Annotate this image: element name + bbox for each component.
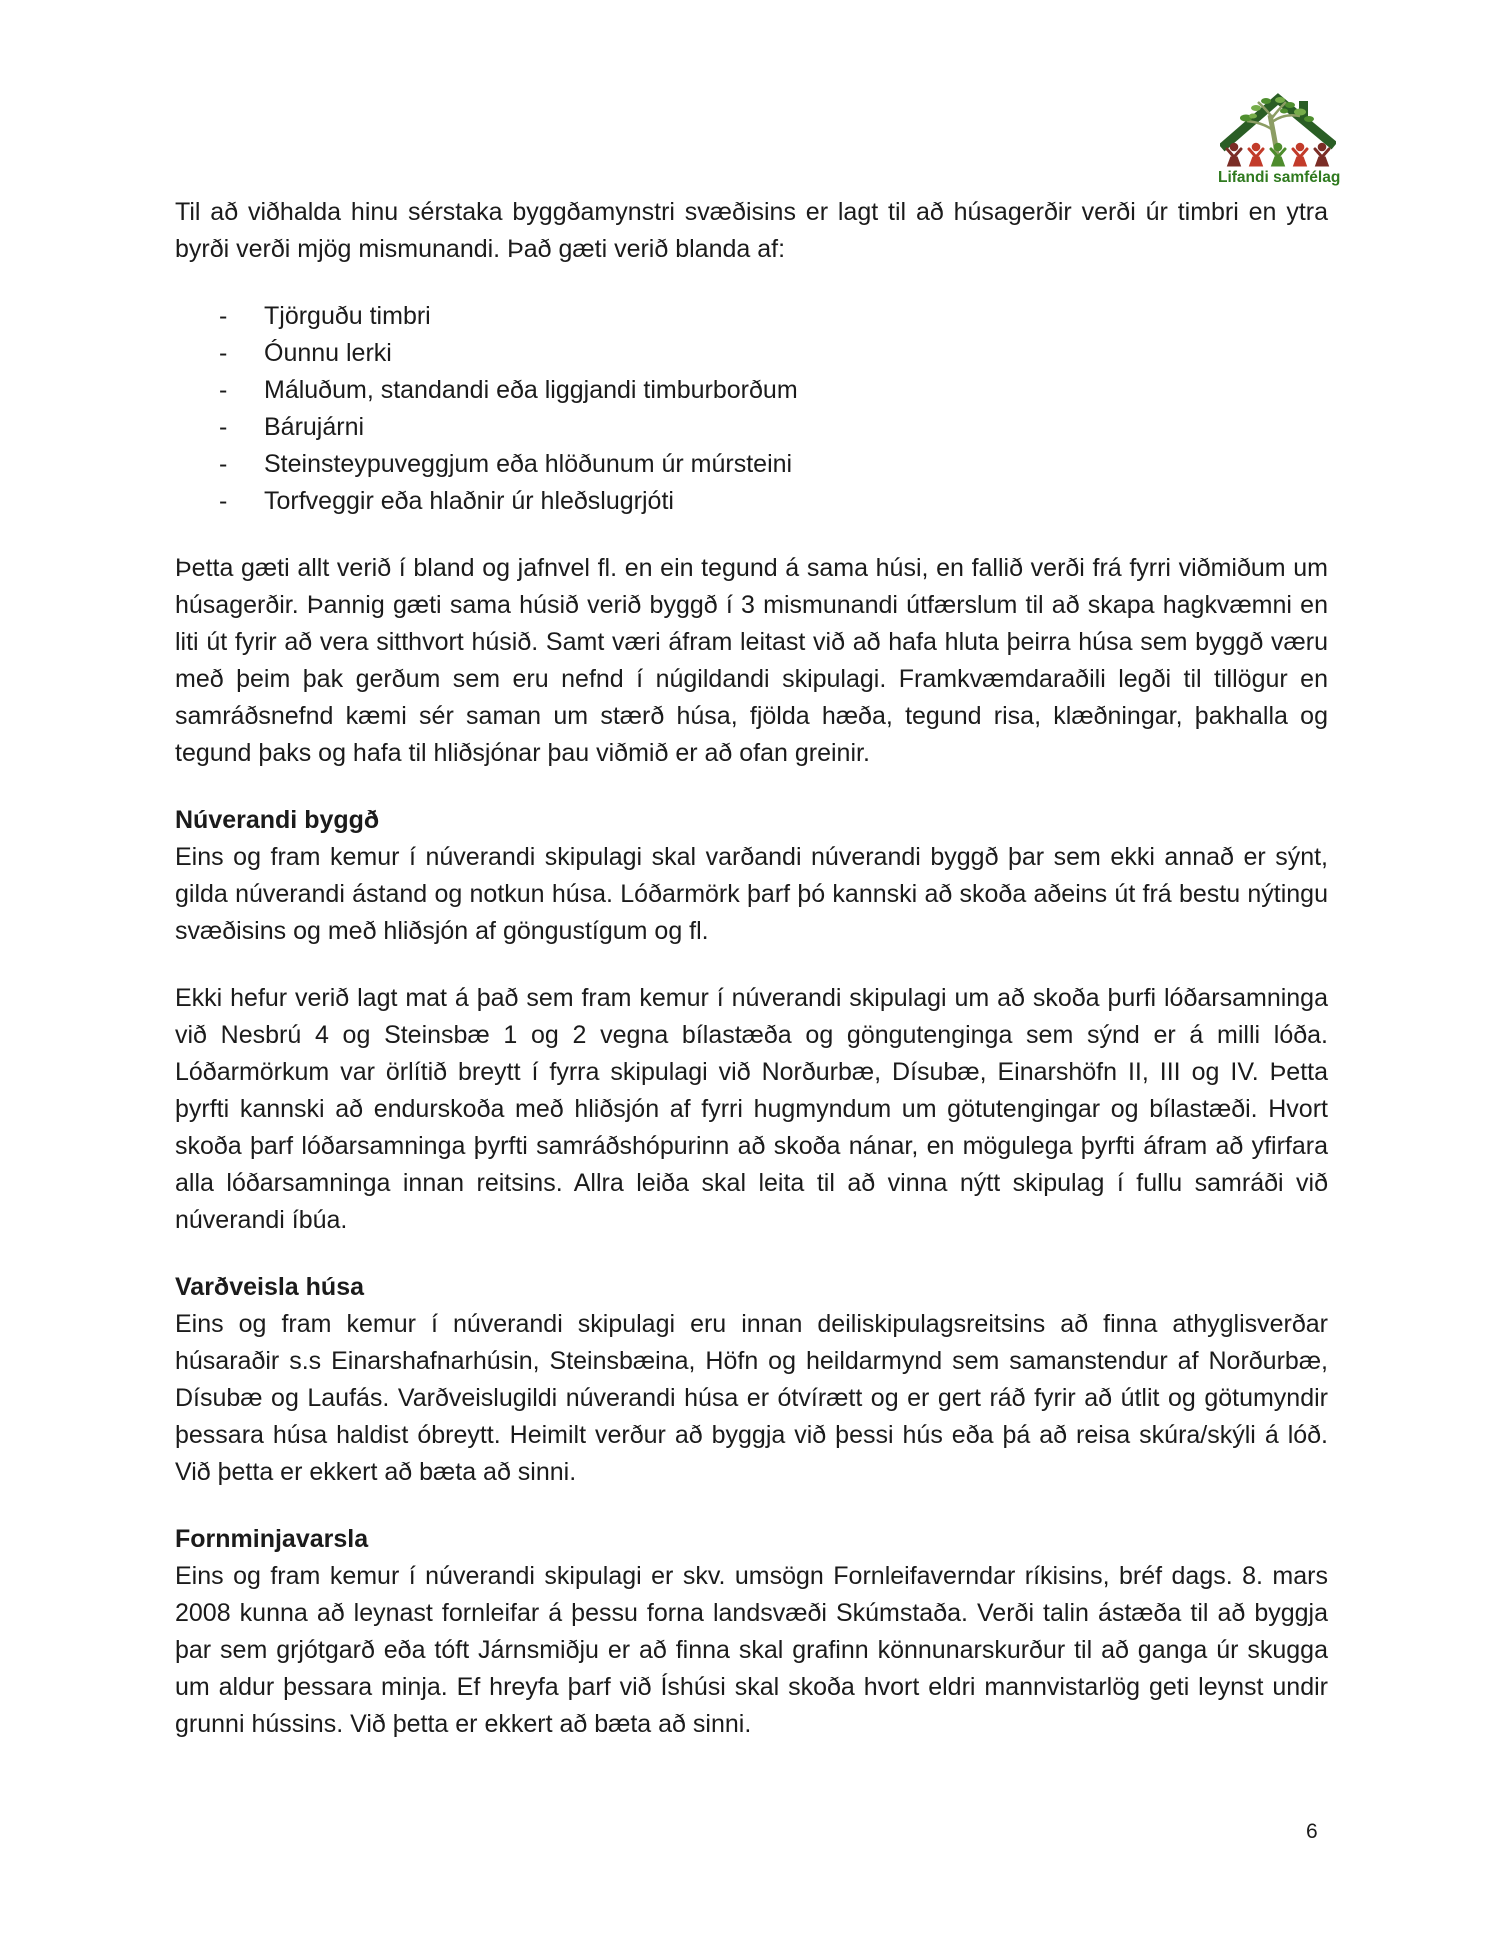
materials-list: [175, 298, 1328, 520]
heading-vardveisla-husa: Varðveisla húsa: [175, 1273, 365, 1301]
paragraph-nuverandi-2: Ekki hefur verið lagt mat á það sem fram kemur í núverandi skipulagi um að skoða þurfi lóðarsamninga við Nesbrú 4 og Steinsbæ 1 og 2 vegna bílastæða og göngutenginga sem sýnd er á milli lóða. Lóðarmörkum var örlítið breytt í fyrra skipulagi við Norðurbæ, Dísubæ, Einarshöfn II, III og IV. Þetta þyrfti kannski að endurskoða með hliðsjón af fyrri hugmyndum um götutengingar og bílastæði. Hvort skoða þarf lóðarsamninga þyrfti samráðshópurinn að skoða nánar, en mögulega þyrfti áfram að yfirfara alla lóðarsamninga innan reitsins. Allra leiða skal leita til að vinna nýtt skipulag í fullu samráði við núverandi íbúa.: [175, 984, 1328, 1234]
list-dash: -: [219, 450, 228, 478]
heading-fornminjavarsla: Fornminjavarsla: [175, 1525, 369, 1553]
list-item-text: Óunnu lerki: [264, 339, 392, 367]
list-item-text: Steinsteypuveggjum eða hlöðunum úr múrsteini: [264, 450, 793, 478]
document-body: [175, 194, 1328, 1773]
list-dash: -: [219, 302, 228, 330]
list-item-text: Máluðum, standandi eða liggjandi timburborðum: [264, 376, 798, 404]
list-dash: -: [219, 339, 228, 367]
paragraph-fornminjavarsla: Eins og fram kemur í núverandi skipulagi er skv. umsögn Fornleifaverndar ríkisins, bréf dags. 8. mars 2008 kunna að leynast fornleifar á þessu forna landsvæði Skúmstaða. Verði talin ástæða til að byggja þar sem grjótgarð eða tóft Járnsmiðju er að finna skal grafinn könnunarskurður til að ganga úr skugga um aldur þessara minja. Ef hreyfa þarf við Íshúsi skal skoða hvort eldri mannvistarlög geti leynst undir grunni hússins. Við þetta er ekkert að bæta að sinni.: [175, 1562, 1328, 1738]
list-dash: -: [219, 487, 228, 515]
list-dash: -: [219, 413, 228, 441]
paragraph-vardveisla: Eins og fram kemur í núverandi skipulagi eru innan deiliskipulagsreitsins að finna athyglisverðar húsaraðir s.s Einarshafnarhúsin, Steinsbæina, Höfn og heildarmynd sem samanstendur af Norðurbæ, Dísubæ og Laufás. Varðveislugildi núverandi húsa er ótvírætt og er gert ráð fyrir að útlit og götumyndir þessara húsa haldist óbreytt. Heimilt verður að byggja við þessi hús eða þá að reisa skúra/skýli á lóð. Við þetta er ekkert að bæta að sinni.: [175, 1310, 1328, 1486]
person-figure-icon: [1315, 143, 1329, 166]
list-dash: -: [219, 376, 228, 404]
list-item: [175, 298, 1328, 335]
person-figure-icon: [1249, 143, 1263, 166]
list-item: [175, 335, 1328, 372]
house-tree-logo-icon: [1220, 88, 1336, 168]
logo-wordmark: Lifandi samfélag: [1218, 169, 1341, 186]
logo: [1218, 88, 1341, 187]
list-item-text: Tjörguðu timbri: [264, 302, 431, 330]
list-item: [175, 409, 1328, 446]
paragraph-blend: Þetta gæti allt verið í bland og jafnvel fl. en ein tegund á sama húsi, en fallið verði frá fyrri viðmiðum um húsagerðir. Þannig gæti sama húsið verið byggð í 3 mismunandi útfærslum til að skapa hagkvæmni en liti út fyrir að vera sitthvort húsið. Samt væri áfram leitast við að hafa hluta þeirra húsa sem byggð væru með þeim þak gerðum sem eru nefnd í núgildandi skipulagi. Framkvæmdaraðili legði til tillögur en samráðsnefnd kæmi sér saman um stærð húsa, fjölda hæða, tegund risa, klæðningar, þakhalla og tegund þaks og hafa til hliðsjónar þau viðmið er að ofan greinir.: [175, 554, 1328, 767]
page-number: 6: [1306, 1820, 1318, 1843]
heading-nuverandi-byggd: Núverandi byggð: [175, 806, 380, 834]
person-figure-icon: [1293, 143, 1307, 166]
list-item: [175, 372, 1328, 409]
list-item: [175, 446, 1328, 483]
paragraph-nuverandi-1: Eins og fram kemur í núverandi skipulagi skal varðandi núverandi byggð þar sem ekki annað er sýnt, gilda núverandi ástand og notkun húsa. Lóðarmörk þarf þó kannski að skoða aðeins út frá bestu nýtingu svæðisins og með hliðsjón af göngustígum og fl.: [175, 843, 1328, 945]
list-item: [175, 483, 1328, 520]
list-item-text: Bárujárni: [264, 413, 365, 441]
list-item-text: Torfveggir eða hlaðnir úr hleðslugrjóti: [264, 487, 674, 515]
paragraph-intro: Til að viðhalda hinu sérstaka byggðamynstri svæðisins er lagt til að húsagerðir verði úr timbri en ytra byrði verði mjög mismunandi. Það gæti verið blanda af:: [175, 198, 1328, 263]
